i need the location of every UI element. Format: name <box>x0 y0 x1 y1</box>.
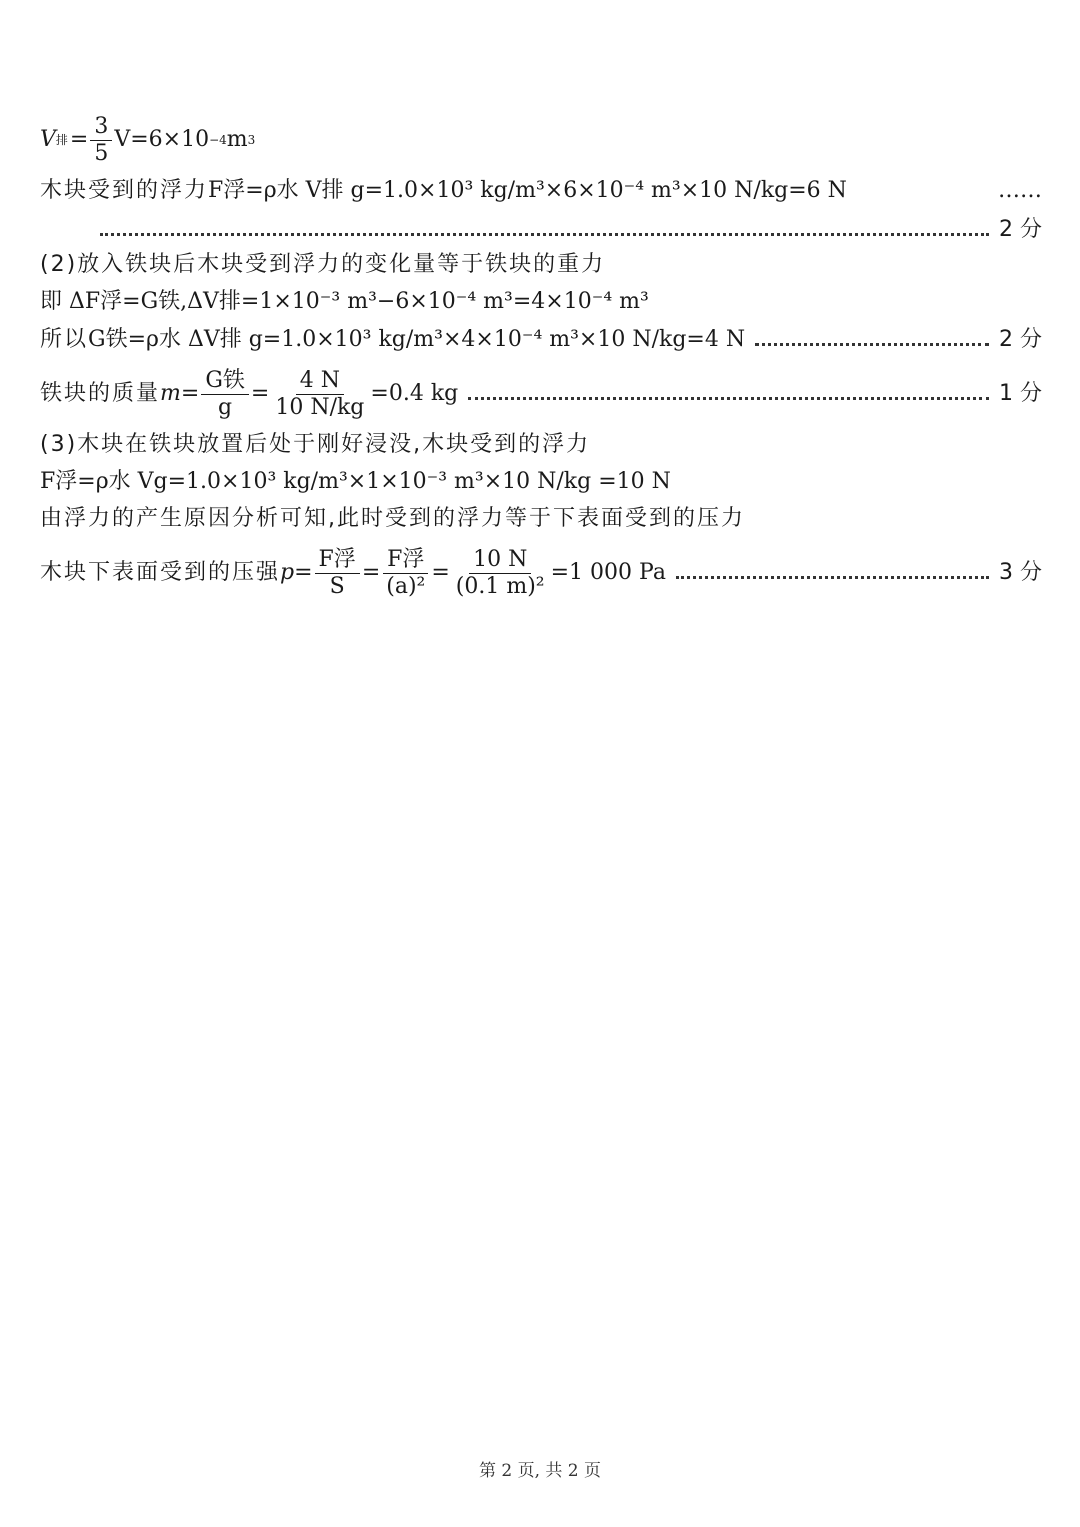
fraction-denominator: (a)² <box>386 573 426 599</box>
fraction-numerator: 3 <box>90 114 112 141</box>
equals-sign: = <box>250 381 270 406</box>
dotted-leader <box>755 343 989 346</box>
buoyancy-line <box>40 176 1042 206</box>
score-label: 1 分 <box>999 381 1042 406</box>
fraction-denominator: 5 <box>94 140 109 166</box>
fraction-three-fifths <box>90 114 112 167</box>
pressure-line <box>40 543 1042 603</box>
part2-formula: G铁=ρ水 ΔV排 g=1.0×10³ kg/m³×4×10⁻⁴ m³×10 N/kg=4 N <box>88 327 746 352</box>
fraction-numerator: 4 N <box>296 368 344 395</box>
continuation-dots: …… <box>998 178 1042 203</box>
pressure-lhs: p= <box>280 560 313 585</box>
score-label: 2 分 <box>999 217 1042 242</box>
fraction-numerator: 10 N <box>469 547 531 574</box>
fraction-numerator: F浮 <box>383 547 428 574</box>
score-label: 2 分 <box>999 327 1042 352</box>
equals-sign: = <box>69 127 89 152</box>
mass-line <box>40 364 1042 424</box>
buoyancy-prefix: 木块受到的浮力 <box>40 178 209 203</box>
part3-title: (3)木块在铁块放置后处于刚好浸没,木块受到的浮力 <box>40 432 591 457</box>
page-footer: 第 2 页, 共 2 页 <box>478 1461 602 1481</box>
fraction-f-over-a-squared <box>382 547 429 600</box>
part2-title: (2)放入铁块后木块受到浮力的变化量等于铁块的重力 <box>40 252 606 277</box>
buoyancy-formula: F浮=ρ水 V排 g=1.0×10³ kg/m³×6×10⁻⁴ m³×10 N/kg=6 N <box>208 178 847 203</box>
dotted-leader <box>468 397 989 400</box>
unit: m <box>226 127 248 152</box>
fraction-denominator: 10 N/kg <box>275 394 365 420</box>
part3-reason-line: 由浮力的产生原因分析可知,此时受到的浮力等于下表面受到的压力 <box>40 506 745 531</box>
pressure-prefix: 木块下表面受到的压强 <box>40 560 281 585</box>
displaced-volume-value: V=6×10 <box>114 127 210 152</box>
v-subscript: 排 <box>55 133 68 147</box>
pressure-result: =1 000 Pa <box>550 560 666 585</box>
part2-prefix: 所以 <box>40 327 89 352</box>
fraction-10n-over-area <box>452 547 549 600</box>
equals-sign: = <box>361 560 381 585</box>
unit-exponent: 3 <box>247 133 256 147</box>
fraction-denominator: S <box>329 573 345 599</box>
mass-lhs: m= <box>160 381 200 406</box>
fraction-4n-over-10nkg <box>271 368 368 421</box>
fraction-f-over-s <box>315 547 360 600</box>
equals-sign: = <box>431 560 450 585</box>
mass-prefix: 铁块的质量 <box>40 381 161 406</box>
fraction-numerator: G铁 <box>201 368 249 395</box>
score-label: 3 分 <box>999 560 1042 585</box>
displaced-volume-line <box>40 112 1042 168</box>
v-symbol: V <box>40 127 56 152</box>
dotted-leader <box>676 576 989 579</box>
part2-delta-line: 即 ΔF浮=G铁,ΔV排=1×10⁻³ m³−6×10⁻⁴ m³=4×10⁻⁴ m³ <box>40 289 649 314</box>
dotted-leader <box>100 233 989 236</box>
fraction-denominator: g <box>218 394 233 420</box>
fraction-g-over-g <box>201 368 249 421</box>
score-leader-line <box>100 215 1042 245</box>
part3-buoyancy-line: F浮=ρ水 Vg=1.0×10³ kg/m³×1×10⁻³ m³×10 N/kg =10 N <box>40 469 671 494</box>
fraction-denominator: (0.1 m)² <box>455 573 545 599</box>
mass-result: =0.4 kg <box>370 381 459 406</box>
fraction-numerator: F浮 <box>315 547 360 574</box>
exponent: −4 <box>209 133 227 147</box>
part2-gravity-line <box>40 325 1042 355</box>
